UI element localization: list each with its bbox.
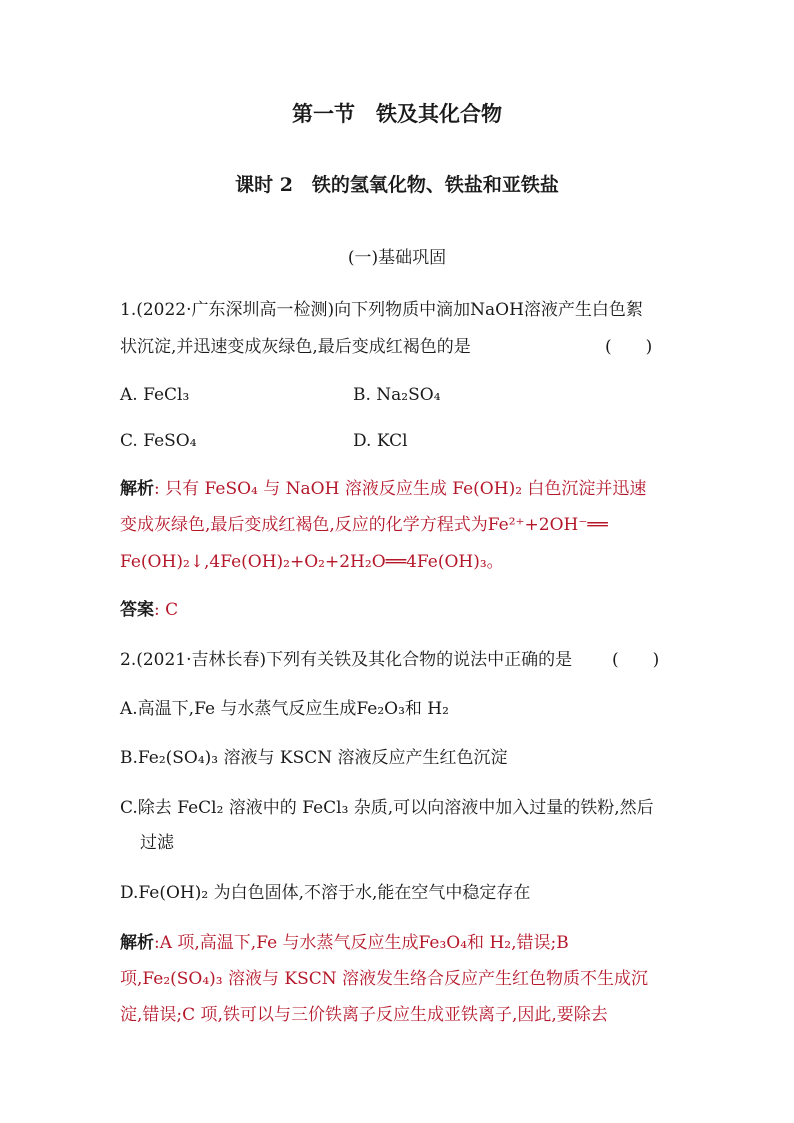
q1-option-b: B. Na₂SO₄ — [353, 385, 441, 405]
q1-answer-label: 答案 — [120, 600, 154, 620]
q2-analysis-label: 解析 — [120, 933, 154, 953]
q2-option-c-line2: 过滤 — [140, 833, 174, 853]
q2-option-a: A.高温下,Fe 与水蒸气反应生成Fe₂O₃和 H₂ — [120, 699, 449, 719]
q1-option-d: D. KCl — [353, 431, 408, 451]
q1-analysis-line2: 变成灰绿色,最后变成红褐色,反应的化学方程式为Fe²⁺+2OH⁻══ — [120, 515, 608, 535]
q2-analysis-text-1: :A 项,高温下,Fe 与水蒸气反应生成Fe₃O₄和 H₂,错误;B — [154, 933, 569, 953]
q2-analysis-line1 — [120, 931, 569, 955]
q1-answer-bracket: ( ) — [605, 337, 653, 357]
q1-analysis-line3: Fe(OH)₂↓,4Fe(OH)₂+O₂+2H₂O══4Fe(OH)₃。 — [120, 552, 504, 572]
q1-stem-line2: 状沉淀,并迅速变成灰绿色,最后变成红褐色的是 — [120, 337, 471, 357]
q2-option-c-line1: C.除去 FeCl₂ 溶液中的 FeCl₃ 杂质,可以向溶液中加入过量的铁粉,然后 — [120, 798, 654, 818]
q1-option-c: C. FeSO₄ — [120, 431, 197, 451]
q2-analysis-line2: 项,Fe₂(SO₄)₃ 溶液与 KSCN 溶液发生络合反应产生红色物质不生成沉 — [120, 969, 649, 989]
q1-answer-line — [120, 598, 178, 622]
section-heading: (一)基础巩固 — [347, 248, 447, 268]
q1-analysis-label: 解析 — [120, 479, 154, 499]
q1-option-a: A. FeCl₃ — [120, 385, 190, 405]
q1-answer-value: : C — [154, 600, 179, 620]
lesson-subtitle: 课时 2 铁的氢氧化物、铁盐和亚铁盐 — [235, 174, 559, 196]
q2-answer-bracket: ( ) — [612, 650, 660, 670]
q2-option-d: D.Fe(OH)₂ 为白色固体,不溶于水,能在空气中稳定存在 — [120, 883, 531, 903]
page-title: 第一节 铁及其化合物 — [292, 101, 502, 126]
q2-analysis-line3: 淀,错误;C 项,铁可以与三价铁离子反应生成亚铁离子,因此,要除去 — [120, 1005, 608, 1025]
q1-analysis-text-1: : 只有 FeSO₄ 与 NaOH 溶液反应生成 Fe(OH)₂ 白色沉淀并迅速 — [154, 479, 647, 499]
q1-stem-line1: 1.(2022·广东深圳高一检测)向下列物质中滴加NaOH溶液产生白色絮 — [120, 300, 643, 320]
q2-stem-line1: 2.(2021·吉林长春)下列有关铁及其化合物的说法中正确的是 — [120, 650, 573, 670]
q2-option-b: B.Fe₂(SO₄)₃ 溶液与 KSCN 溶液反应产生红色沉淀 — [120, 748, 508, 768]
q1-analysis-line1 — [120, 477, 646, 501]
